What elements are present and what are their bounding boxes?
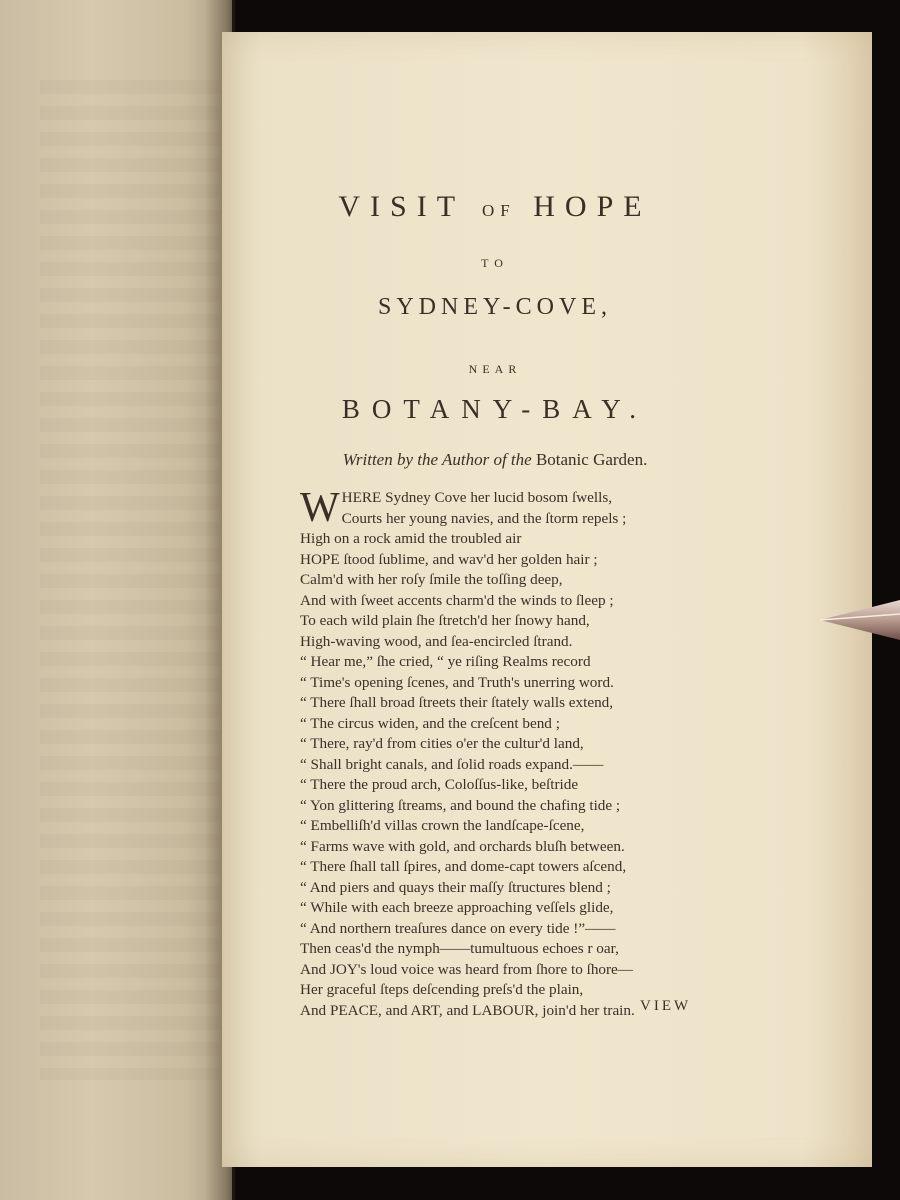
poem-line: “ While with each breeze approaching veſſels glide, [300,899,614,916]
poem-line: “ And piers and quays their maſſy ſtructures blend ; [300,878,611,896]
facing-page [0,0,232,1200]
poem-line: “ Yon glittering ſtreams, and bound the chafing tide ; [300,796,621,814]
title-of: OF [482,201,516,220]
poem-line: “ There, ray'd from cities o'er the cultur'd land, [300,735,584,752]
title-hope: HOPE [533,190,652,223]
poem-line: “ Farms wave with gold, and orchards bluſh between. [300,837,625,855]
poem-line: Calm'd with her roſy ſmile the toſſing deep, [300,571,563,588]
drop-cap: W [300,485,340,531]
poem-line: HERE Sydney Cove her lucid bosom ſwells, [341,489,613,506]
page-pointer-icon [818,596,900,642]
poem-line: “ There the proud arch, Coloſſus-like, beſtride [300,776,579,793]
poem-line: Courts her young navies, and the ſtorm repels ; [341,509,627,527]
poem-line: Then ceas'd the nymph——tumultuous echoes r oar, [300,940,619,957]
facing-page-text-showthrough [40,80,220,1080]
byline [150,450,840,470]
byline-roman: Botanic Garden. [535,450,648,469]
poem-line: To each wild plain ſhe ſtretch'd her ſnowy hand, [300,612,590,629]
poem-line: “ Embelliſh'd villas crown the landſcape-ſcene, [300,817,585,834]
title-visit: VISIT [338,190,465,223]
poem-line: “ And northern treaſures dance on every tide !”—— [300,919,616,937]
byline-italic: Written by the Author of the [342,450,532,469]
catchword: VIEW [640,998,692,1014]
title-sydney-cove: SYDNEY-COVE, [378,294,612,320]
poem-line: “ The circus widen, and the creſcent bend ; [300,714,560,732]
poem-line: And PEACE, and ART, and LABOUR, join'd her train. [300,1001,635,1019]
poem-line: “ Time's opening ſcenes, and Truth's unerring word. [300,673,614,691]
poem-line: High on a rock amid the troubled air [300,530,522,547]
title-near: NEAR [468,362,522,376]
poem-line: “ Hear me,” ſhe cried, “ ye riſing Realms record [300,653,591,670]
poem-line: “ There ſhall broad ſtreets their ſtately walls extend, [300,694,614,711]
poem-body [300,485,720,1021]
poem-line: And with ſweet accents charm'd the winds to ſleep ; [300,591,614,609]
poem-line: And JOY's loud voice was heard from ſhore to ſhore— [300,960,633,978]
page-title [150,190,840,224]
poem-line: HOPE ſtood ſublime, and wav'd her golden hair ; [300,550,598,568]
poem-line: High-waving wood, and ſea-encircled ſtrand. [300,632,573,650]
poem-line: “ There ſhall tall ſpires, and dome-capt towers aſcend, [300,858,627,875]
title-botany-bay: BOTANY-BAY. [341,394,649,424]
poem-line: “ Shall bright canals, and ſolid roads expand.—— [300,755,604,773]
poem-line: Her graceful ſteps deſcending preſs'd the plain, [300,981,584,998]
title-to: TO [481,256,509,270]
